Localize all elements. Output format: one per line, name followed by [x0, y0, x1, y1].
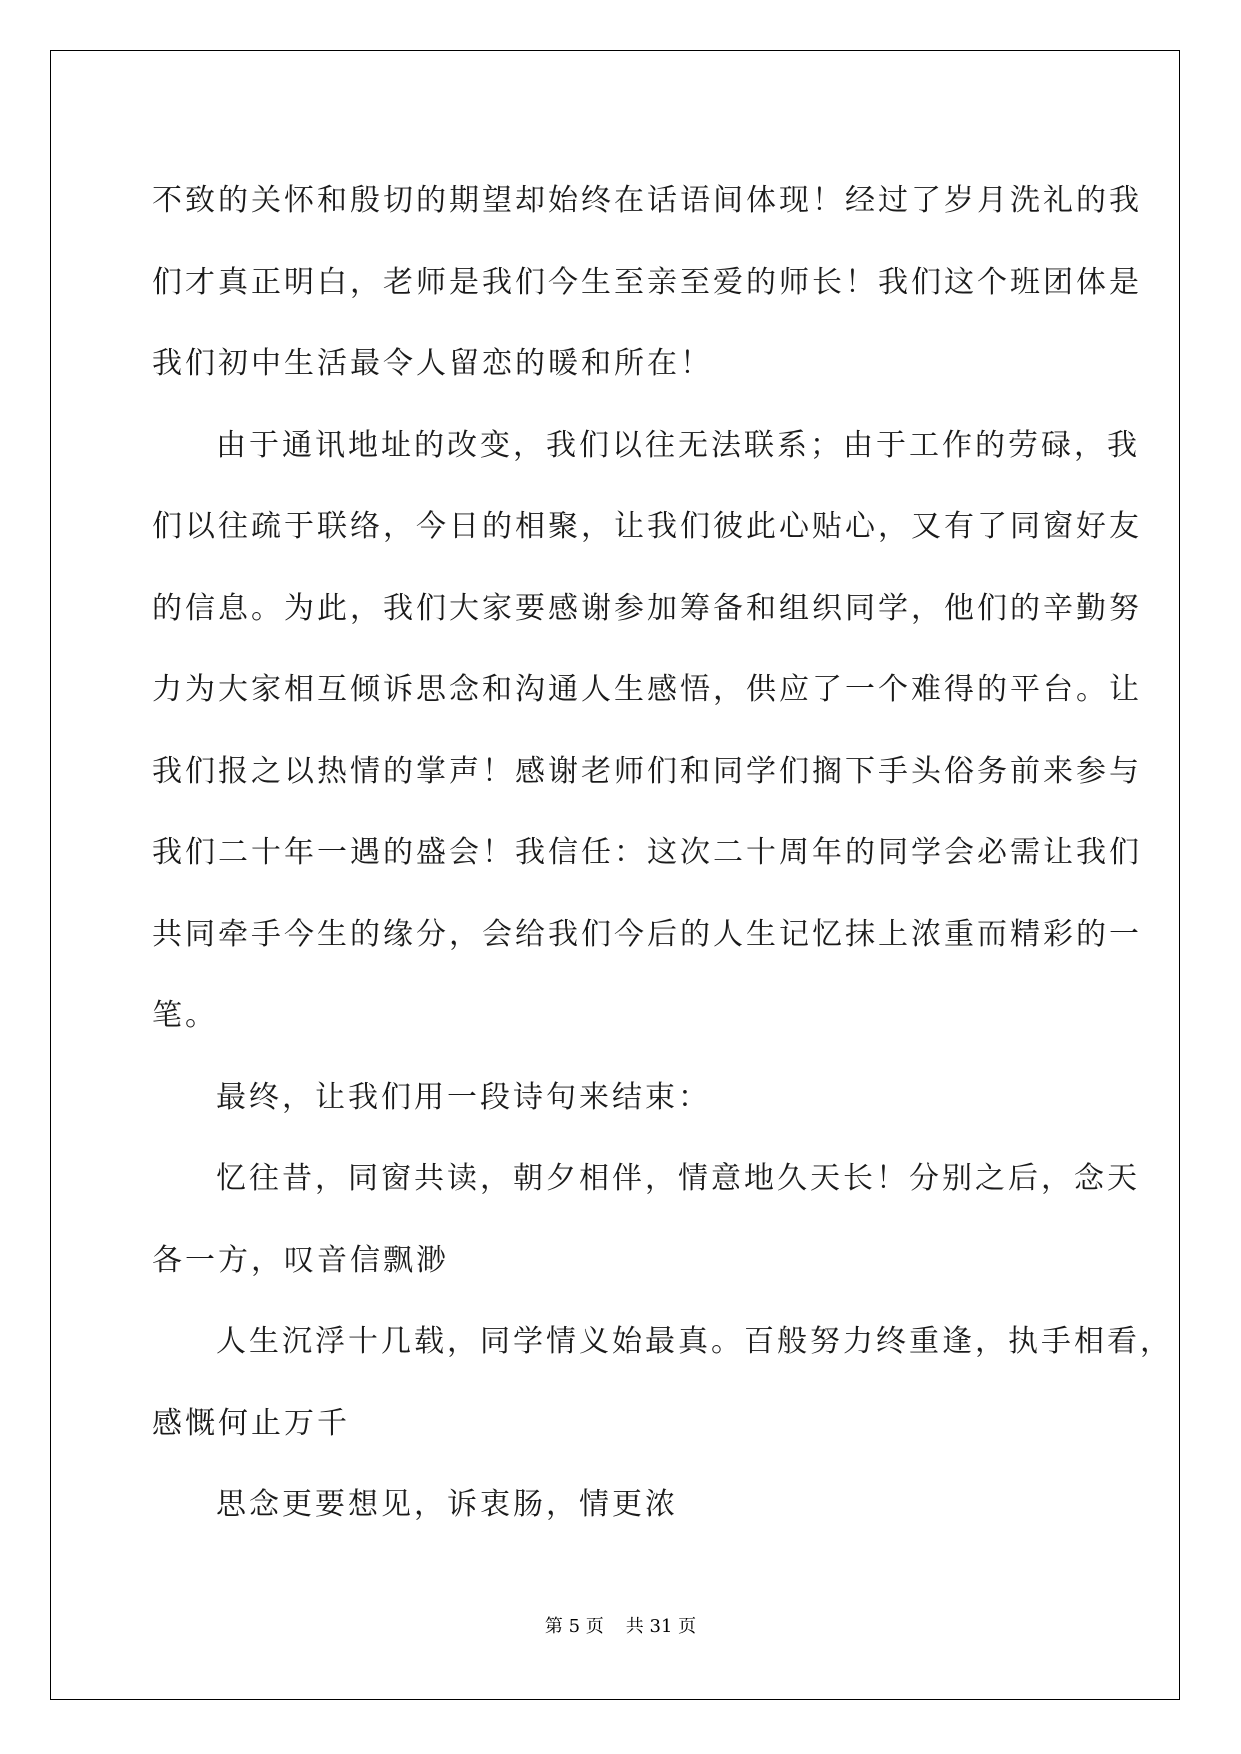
poem-line: 感慨何止万千 — [152, 1405, 350, 1441]
text-line: 力为大家相互倾诉思念和沟通人生感悟，供应了一个难得的平台。让 — [152, 672, 1142, 707]
poem-line: 思念更要想见，诉衷肠，情更浓 — [216, 1487, 678, 1522]
text-line: 共同牵手今生的缘分，会给我们今后的人生记忆抹上浓重而精彩的一 — [152, 916, 1142, 952]
poem-line: 忆往昔，同窗共读，朝夕相伴，情意地久天长！分别之后，念天 — [216, 1161, 1140, 1196]
text-line: 们以往疏于联络，今日的相聚，让我们彼此心贴心，又有了同窗好友 — [152, 509, 1142, 544]
text-line: 的信息。为此，我们大家要感谢参加筹备和组织同学，他们的辛勤努 — [152, 590, 1142, 626]
page-footer — [0, 1612, 1241, 1638]
text-line: 不致的关怀和殷切的期望却始终在话语间体现！经过了岁月洗礼的我 — [152, 183, 1142, 218]
current-page-label: 第 5 页 — [544, 1616, 604, 1637]
paragraph-start-line: 由于通讯地址的改变，我们以往无法联系；由于工作的劳碌，我 — [216, 427, 1140, 463]
text-line: 我们报之以热情的掌声！感谢老师们和同学们搁下手头俗务前来参与 — [152, 753, 1142, 789]
poem-line: 人生沉浮十几载，同学情义始最真。百般努力终重逢，执手相看， — [216, 1324, 1173, 1359]
total-pages-label: 共 31 页 — [625, 1616, 697, 1637]
document-body — [152, 160, 1173, 1546]
text-line: 们才真正明白，老师是我们今生至亲至爱的师长！我们这个班团体是 — [152, 264, 1142, 300]
text-line: 笔。 — [152, 998, 218, 1033]
poem-line: 各一方，叹音信飘渺 — [152, 1242, 449, 1278]
paragraph-start-line: 最终，让我们用一段诗句来结束： — [216, 1079, 711, 1115]
text-line: 我们二十年一遇的盛会！我信任：这次二十周年的同学会必需让我们 — [152, 835, 1142, 870]
text-line: 我们初中生活最令人留恋的暖和所在！ — [152, 346, 713, 381]
